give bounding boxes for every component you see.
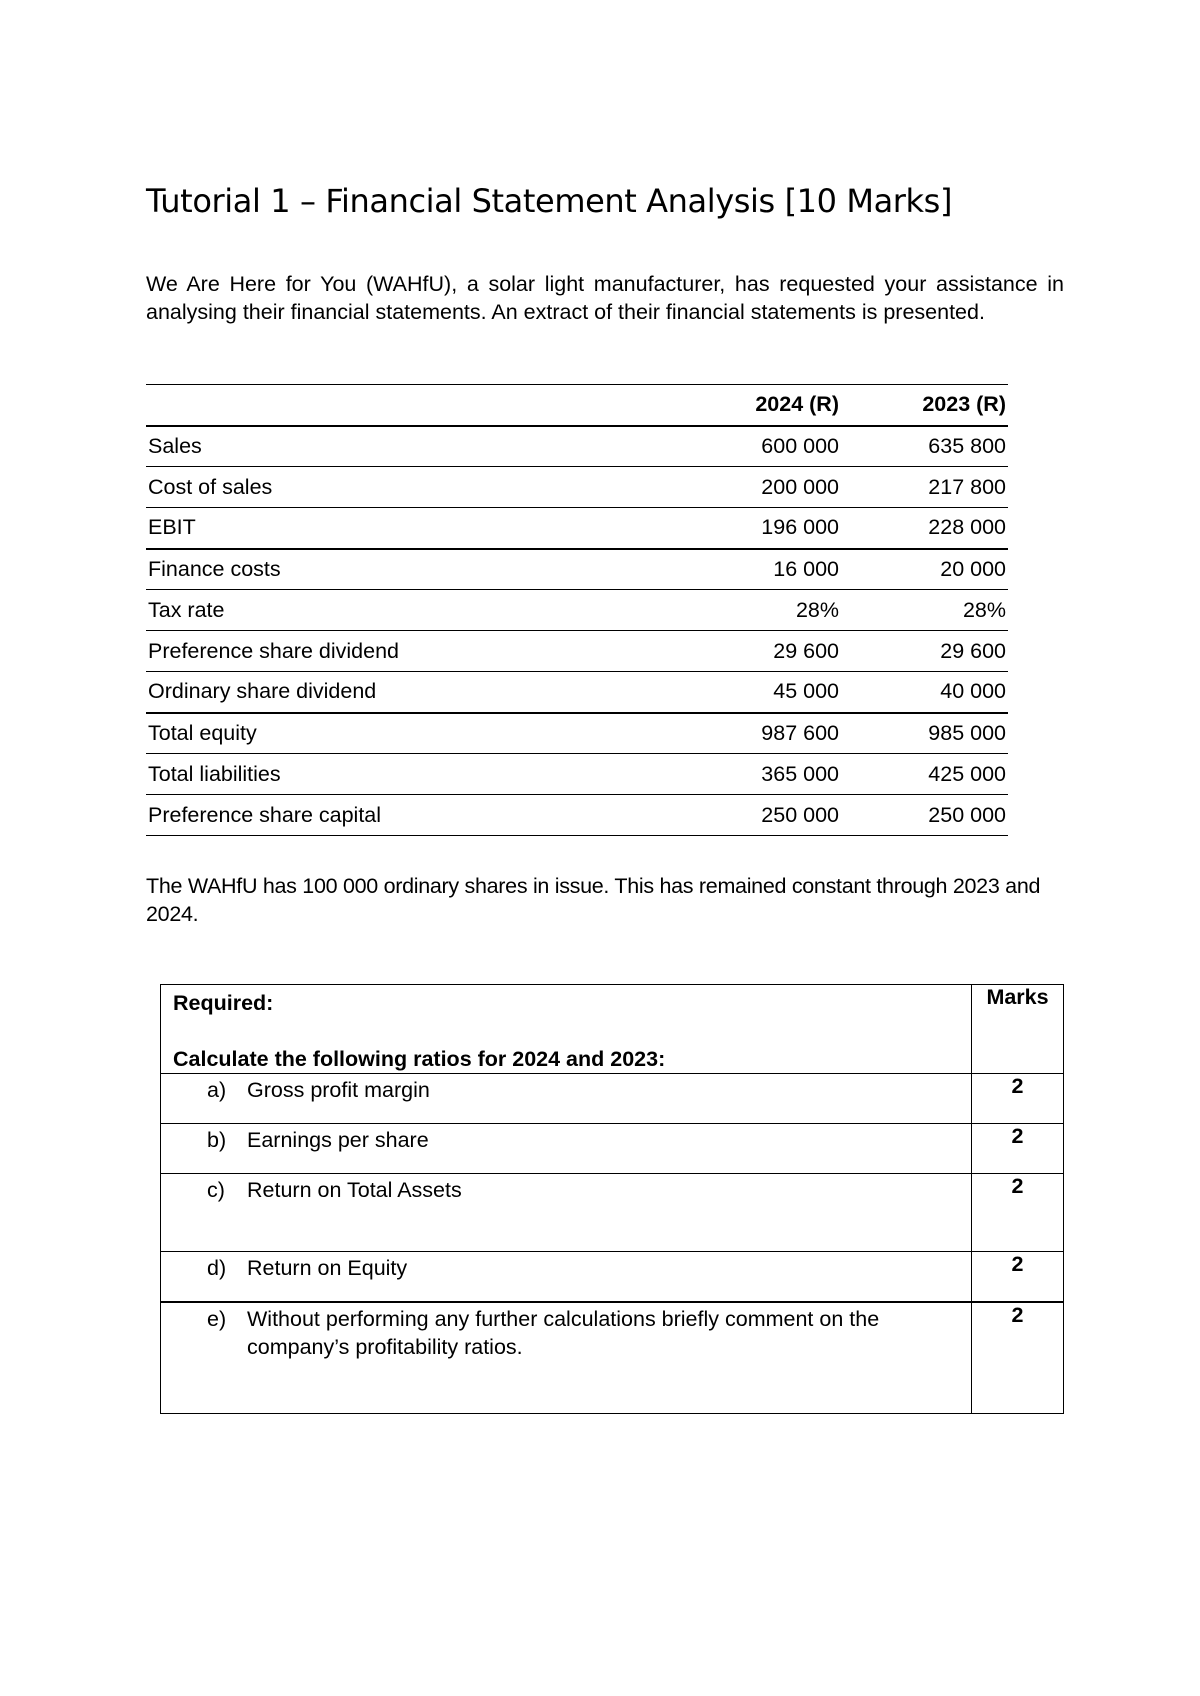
row-label: Total equity [146, 713, 686, 754]
table-row [146, 631, 1008, 672]
row-label: Preference share capital [146, 795, 686, 836]
question-marks: 2 [972, 1074, 1064, 1124]
question-label: c) [207, 1178, 225, 1202]
required-table [160, 984, 1064, 1414]
value-2024: 365 000 [686, 754, 841, 795]
question-text: Return on Equity [247, 1256, 408, 1280]
required-instruction: Calculate the following ratios for 2024 and 2023: [173, 1047, 666, 1071]
question-row [161, 1074, 1064, 1124]
value-2023: 635 800 [841, 426, 1008, 467]
table-header-row [146, 385, 1008, 426]
row-label: Total liabilities [146, 754, 686, 795]
intro-paragraph: We Are Here for You (WAHfU), a solar light manufacturer, has requested your assistance in analysing their financial statements. An extract of their financial statements is presented. [146, 272, 1064, 324]
question-label: d) [207, 1256, 227, 1280]
question-row [161, 1302, 1064, 1414]
required-heading: Required: [173, 991, 274, 1015]
table-row [146, 795, 1008, 836]
table-row [146, 590, 1008, 631]
question-row [161, 1252, 1064, 1302]
value-2023: 228 000 [841, 508, 1008, 549]
financial-statement-table [146, 384, 1008, 836]
question-label: e) [207, 1306, 227, 1331]
shares-note: The WAHfU has 100 000 ordinary shares in issue. This has remained constant through 2023 and 2024. [146, 874, 1041, 926]
question-marks: 2 [972, 1302, 1064, 1414]
value-2023: 29 600 [841, 631, 1008, 672]
question-text: Earnings per share [247, 1128, 429, 1152]
value-2023: 985 000 [841, 713, 1008, 754]
value-2024: 987 600 [686, 713, 841, 754]
value-2024: 200 000 [686, 467, 841, 508]
question-marks: 2 [972, 1252, 1064, 1302]
value-2023: 217 800 [841, 467, 1008, 508]
row-label: Finance costs [146, 549, 686, 590]
value-2023: 425 000 [841, 754, 1008, 795]
row-label: EBIT [146, 508, 686, 549]
page-title: Tutorial 1 – Financial Statement Analysis [10 Marks] [146, 182, 953, 220]
question-label: b) [207, 1128, 227, 1152]
value-2024: 250 000 [686, 795, 841, 836]
question-row [161, 1174, 1064, 1252]
table-row [146, 754, 1008, 795]
question-label: a) [207, 1078, 227, 1102]
table-row [146, 508, 1008, 549]
value-2024: 29 600 [686, 631, 841, 672]
table-row [146, 467, 1008, 508]
value-2023: 20 000 [841, 549, 1008, 590]
question-text: Return on Total Assets [247, 1178, 462, 1202]
table-row [146, 549, 1008, 590]
value-2024: 28% [686, 590, 841, 631]
row-label: Preference share dividend [146, 631, 686, 672]
required-header-row [161, 985, 1064, 1074]
question-marks: 2 [972, 1174, 1064, 1252]
value-2024: 16 000 [686, 549, 841, 590]
question-row [161, 1124, 1064, 1174]
marks-header: Marks [972, 985, 1064, 1074]
value-2024: 45 000 [686, 672, 841, 713]
row-label: Cost of sales [146, 467, 686, 508]
value-2024: 196 000 [686, 508, 841, 549]
row-label: Sales [146, 426, 686, 467]
value-2023: 250 000 [841, 795, 1008, 836]
required-header-cell [161, 985, 972, 1074]
header-2024: 2024 (R) [686, 385, 841, 426]
table-row [146, 426, 1008, 467]
table-row [146, 713, 1008, 754]
value-2023: 28% [841, 590, 1008, 631]
row-label: Ordinary share dividend [146, 672, 686, 713]
table-row [146, 672, 1008, 713]
question-text: Without performing any further calculations briefly comment on the company’s profitability ratios. [247, 1306, 880, 1359]
header-2023: 2023 (R) [841, 385, 1008, 426]
value-2024: 600 000 [686, 426, 841, 467]
question-text: Gross profit margin [247, 1078, 430, 1102]
header-label [146, 385, 686, 426]
question-marks: 2 [972, 1124, 1064, 1174]
row-label: Tax rate [146, 590, 686, 631]
value-2023: 40 000 [841, 672, 1008, 713]
